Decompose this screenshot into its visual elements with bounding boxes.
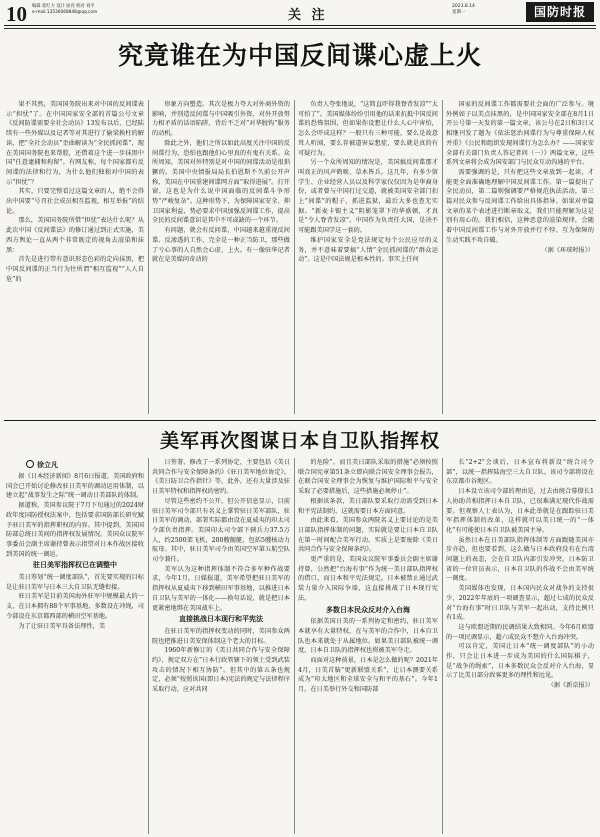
author-bullet-icon: [26, 460, 34, 468]
column-divider: [294, 100, 295, 414]
paragraph: 形象方向塑造。其次是极力夸大对外商外资的影响，并别造反间谍与中国吸引外资、对外开放努力相矛盾的话语陷阱，背后不乏对“对华脱钩”服务的动机。: [152, 101, 290, 138]
paragraph: 负责人夸张地说，“这简直吓得我脊背发凉”“太可怕了”。美国媒体纷纷引用他的话来抗抵中国反间谍的恐怖氛围，但如果你设想让什么人心中害怕，怎么会吓成这样？一般只有三种可能，要么是故意耸人听闻，要么存被道害妄想症，要么就是真的有可疑行为。: [298, 101, 438, 157]
column-divider: [294, 458, 295, 834]
paragraph: 美国媒体也发现，日本国内民众对战争的支持很少，2022年年底的一项调查显示，超过七成的民众反对“台海有事”时日卫队与美军一起出动，支持比例只有1成。: [446, 585, 594, 622]
paragraph: 更严重的是，美国众议院军事委员会副主席谢持曾，公然把“台海有事”作为统一美日部队指挥权的借口，而日本和平宪法规定，日本被禁止通过武装力量介入国际争端，这直接挑战了日本现行宪法。: [298, 556, 438, 602]
article2-column-3: [298, 458, 438, 834]
paragraph: 据道称，美国参议院于7月下旬通过的2024财政年度国防授权法案中，包括要求国防部长研究赋予驻日美军的指挥职权的内容。其中提到，美国国防部总统日美间的指挥权发展情况。美国众议院军事委员会副主席谢持曾表示指望对日本作战区接收到美国的统一调运。: [6, 502, 144, 558]
header-rule-thin: [4, 28, 596, 29]
issue-weekday: 星期一: [452, 10, 466, 15]
paragraph: 为了让驻日美军具备法理性，美: [18, 622, 106, 630]
paragraph: 长“2+2”会谈后，日本宣布将新设“统合司令部”，以统一指挥陆海空三大自卫队。该司令部将设在东京都市谷地区。: [446, 459, 594, 486]
paragraph: 这与欧盟近期的民调结果大致相同。今年6月欧盟的一项民调显示，超六成民众不想介入台海冲突。: [446, 623, 594, 641]
paragraph: （据《环球时报》）: [541, 246, 594, 254]
header-rule: [4, 25, 596, 26]
paragraph: 首先是进行带有意识形态色彩的定向抹黑，把中国反间谍的正当行为往所谓“相互监视”“人人自危”的: [6, 256, 144, 283]
issue-date-value: 2023.8.14: [452, 4, 475, 9]
article1-column-2: [152, 100, 290, 416]
subheading: 直接挑战日本现行和平宪法: [179, 615, 263, 624]
article2-column-2: [152, 458, 290, 834]
subheading: 驻日美军指挥权已在调整中: [33, 561, 117, 570]
paragraph: 据《日本经济新闻》8月6日报道，美国政府和国会已开始讨论修改驻日美军的调动运用体制，以建立起“战事发生之际”统一调动日美部队的体制。: [6, 473, 144, 500]
subheading: 多数日本民众反对介入台海: [326, 605, 410, 614]
paragraph: 美军认为这种指挥体制不符合多军种作战要求，今年1月，日媒报道，美军希望把驻日美军的指挥权从夏威夷下移到横田军事基地，以推进日本自卫队与美军的一体化——换句话说，就是把日本更紧密地绑在美国战车上。: [152, 565, 290, 612]
paragraph: 驻日美军是目前美国海外驻军中规模最大的一支，在日本拥有88个军事基地，多数设在冲绳，司令部设在东京都西部的横田空军基地。: [6, 593, 144, 620]
paragraph: 由此来看，美国参众两院名义上要讨论的是美日部队指挥体制的问题，实际就是要让日本自卫队在第一时间配合美军行动。实质上是要废除《美日共同合作与安全保障条约》。: [298, 517, 438, 554]
page-number: 10: [6, 2, 27, 26]
article2-headline: 美军再次图谋日本自卫队指挥权: [159, 430, 440, 452]
newspaper-logo: 国防时报: [526, 2, 594, 22]
issue-date: [452, 4, 475, 16]
paragraph: 另一个众所周知的情况是，美国搞反间谍那才叫真正的风声鹤唳、草木皆兵。这几年，有多少留学生、企业经营人员以及科学家仅仅因为是华裔身份，或者曾与中国打过交道，就被美国安全部门扣上“间谍”的帽子，抓进监狱，最后大多也查无实据。“新麦卡锡主义”阴影笼罩下的华盛顿，才真是“令人脊背发凉”。中国作为负责任大国，是决不可能跟美国学这一套的。: [298, 159, 438, 235]
paragraph: 其实，只要完整看过这篇文章的人，绝不会得出中国要“号召社会成员相互监视，相互举报”的结论。: [6, 188, 144, 215]
paragraph: 根据该条款，美日部队要采取行动需受到日本和平宪法制约，这就需要日本方面同意。: [298, 497, 438, 515]
paragraph: 国家的反间谍工作都需要社会面的广泛参与。境外例如子以美点抹黑的，是中国国家安全部在8月1日开公号第一天发的第一篇文章，该公号在2日和3日又相继刊发了题为《依法惩治间谍行为与尊重保障人权并重》《公民和组织发现间谍行为怎么办？——国家安全部有关部门负责人答记者问（一）》两篇文章，这些系列文章将会成为国安部门与民众互动沟通的平台。: [446, 101, 594, 167]
paragraph: 美日筹划“统一调度部队”，首先要实现的目标是让驻日美军与日本三大自卫队无缝衔接。: [6, 574, 144, 591]
paragraph: 尽管这些密约不公开，但公开信息显示，目前驻日美军司令部只有名义上掌管驻日美军部队，驻日美军的调动，部署实际都由设在夏威夷的印太司令部负责指挥。美国印太司令部下辖兵力37.5万人，约2500架飞机，200艘舰艇，包括5艘核动力航母。其中，驻日美军司令由美国空军第五航空队司令兼任。: [152, 497, 290, 564]
section-label: 关 注: [288, 8, 328, 23]
editor-credits: [32, 4, 97, 16]
paragraph: 那么，美国国务院所借“担忧”表达什么呢？从此次中国《反间谍法》的修订通过到正式实施，美西方舆论一直从两个非常既定的视角去渲染和抹黑：: [6, 217, 144, 254]
paragraph: 日签署、修改了一系列协定，主要包括《美日共同合作与安全保障条约》《驻日美军地位协定》。《美日防卫合作指针》等，此外，还有大量涉及驻日美军特权和指挥权的密约。: [152, 459, 290, 496]
paragraph: 需要强调的是，只有把这些文章放到一起读，才能更全面准确地理解中国反间谍工作。第一篇提出了全民动员，第二篇则强调要严格规范执法活动，第三篇对民众参与反间谍工作给出具体指导。如果对单篇文章的某个表述进行断章取义，我们只能理解为这是别有用心的。我们相信，这种恶意的渲染规律，会随着中国反间谍工作与对外开放并行不悖、互为保障的生动实践不攻自破。: [446, 168, 594, 244]
author-name: 徐立凡: [37, 460, 58, 469]
article2-author: [26, 460, 58, 470]
paragraph: 在驻日美军的指挥权变动的同时，美国参众两院也把推进日美安保体制这个老大的目标。: [152, 627, 290, 645]
paragraph: 的危险”。而且美日部队采取的措施“必须按照联合国宪章第51条立即向联合国安全理事会报告，在联合国安全理事会为恢复与维护国际和平与安全采取了必要措施后，这些措施必须停止”。: [298, 459, 438, 496]
paragraph: 依据美国日美的一系列协定和密约，驻日美军本就享有大量特权，在与美军的合作中，日本自卫队也本来就处于从属地位。如果美日部队被统一调度，日本自卫队的指挥权也将被美军夺走。: [298, 618, 438, 655]
article2-column-1: [6, 472, 144, 834]
article1-column-1: [6, 100, 144, 416]
paragraph: 而面对这种前景，日本是怎么做的呢？2021年4月，日美首脑“更新联盟关系”，让日本测要关系成为“印太地区和全球安全与和平的基石”。今年1月，在日美举行外交和国防部: [298, 657, 438, 694]
paragraph: 除此之外，他们之所以如此高度关注中国的反间谍行为，恐怕也跟他们心里真的有鬼有关系。众所周知，美国对外特别是对中国的间谍活动是很猖獗的。美国中央情报局局长伯恩斯不久前公开声称，美国在中国重建间谍网方面“取得进展”。打开窗，这也是为什么说中国面临的反间谍斗争形势“严峻复杂”。这种形势下，为保障国家安全、抑卫国家利益，势必要求中国加强反间谍工作，提高全民的反间谍意识是其中不可或缺的一个环节。: [152, 139, 290, 225]
paragraph: 1960年新修订的《美日共同合作与安全保障约》，规定双方在“日本行政管辖下的领土受到武装攻击的情况下相互协防”。但其中的第五条也规定，必须“按照该国(即日本)宪法的规定与法律程序采取行动，应对共同: [152, 647, 290, 694]
column-divider: [442, 458, 443, 834]
article-separator: [4, 420, 596, 421]
article1-column-3: [298, 100, 438, 416]
paragraph: 维护国家安全是党法规定每个公民应尽的义务，并不意味着要搞“人情”全民抓间谍的“群众运动”。这是中国法规是根本性的。事实上任何: [298, 236, 438, 264]
editor-email: e-mail:13536068848@qq.com: [32, 10, 98, 15]
article2-column-4: [446, 458, 594, 834]
article1-column-4: [446, 100, 594, 416]
paragraph: 可以肯定，美国让日本“统一调度部队”的小动作，只会让日本进一步成为美国的什么国际棋子，是“战争的绳索”，日本多数民众会反对介入台海，显示了比美日部分政客更多的理性和远见。: [446, 643, 594, 680]
column-divider: [148, 458, 149, 834]
paragraph: 日本设立该司令部的理由是，过去由统合幕僚长1人协助首相指挥日本自卫队，已很难满足现代作战需要。但观察人士表认为，日本此举就是在跟踪驻日美军指挥体制的改革，这样就可以美日统一的“一体化”有可能使日本自卫队被美国主导。: [446, 488, 594, 534]
editor-names: 编辑 崔红力 设计 屈亮 校对 刘平: [32, 4, 95, 9]
paragraph: 果不其然，美国国务院出来对中国的反间谍表示“担忧”了。在中国国家安全部的首篇公号文章《反间防谍需要全社会动员》13发布以后，已经陆续有一些外媒以及记者等对其进行了偷梁换柱的解读，把“全社会动员”歪曲解读为“全民抓间谍”，现在美国国务院也来帮腔，还借着这个进一步抹黑中国“任意逮捕和拘留”。有网友称，每个国家都有反间谍的法律和行为，为什么他们独独对中国的表示“担忧”？: [6, 101, 144, 186]
paragraph: 有问题，就会有反问谍，中国越来越重视反间谍、反渗透的工作，完全是一种正当防卫，那些做了亏心事的人自然会心虚、上火。有一像驻华记者就在是美媒问奇动的: [152, 227, 290, 264]
column-divider: [148, 100, 149, 414]
paragraph: 虽然日本在日美部队指挥体制等方面跟随美国亦步亦趋，但也要看到，这么做与日本政府没有在台湾问题上的表态，会在自卫队内部引发冲突。日本防卫省的一位官员表示，日本自卫队的作战不会由美军统一调度。: [446, 536, 594, 583]
article1-headline: 究竟谁在为中国反间谍心虚上火: [117, 41, 482, 70]
column-divider: [442, 100, 443, 414]
paragraph: （据《新京报》）: [547, 682, 594, 690]
